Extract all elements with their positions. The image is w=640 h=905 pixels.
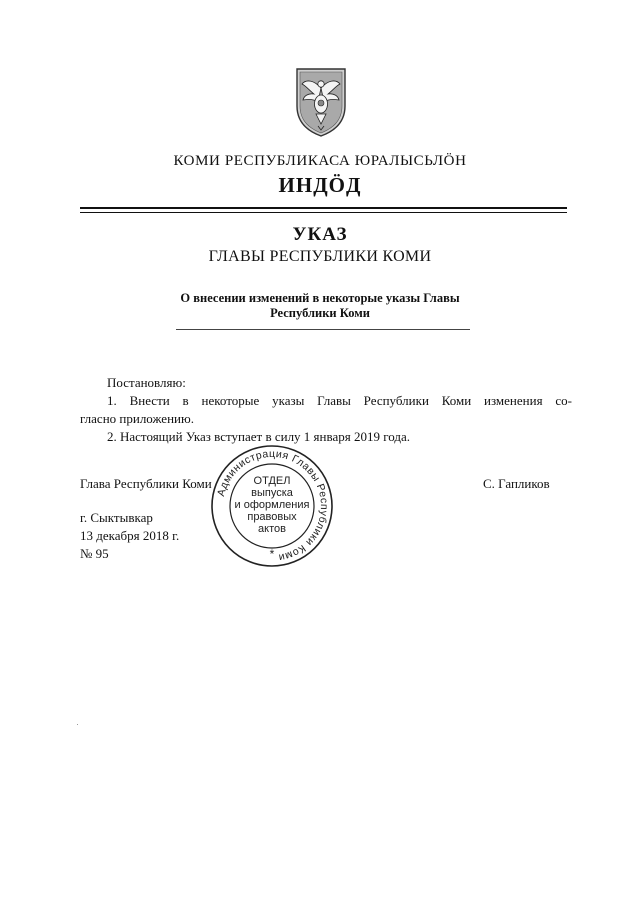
subject-line-1: О внесении изменений в некоторые указы Главы: [180, 291, 460, 305]
signature-position: Глава Республики Коми: [80, 476, 212, 491]
official-stamp: [210, 444, 334, 568]
body-item-1-line-1: 1. Внести в некоторые указы Главы Республики Коми изменения со-: [107, 393, 572, 408]
subject-rule: [176, 329, 470, 330]
footer-number: № 95: [80, 546, 109, 561]
stamp-line-3: и оформления: [234, 499, 310, 511]
stamp-line-5: актов: [258, 523, 286, 535]
footer-date: 13 декабря 2018 г.: [80, 528, 180, 543]
stamp-line-2: выпуска: [251, 487, 293, 499]
header-rule-thick: [80, 207, 567, 209]
signature-name: С. Гапликов: [483, 476, 550, 491]
footer-city: г. Сыктывкар: [80, 510, 153, 525]
stamp-star: *: [269, 547, 275, 561]
issuer-title: ГЛАВЫ РЕСПУБЛИКИ КОМИ: [208, 248, 432, 265]
scan-speck: [77, 724, 78, 725]
body-item-2: 2. Настоящий Указ вступает в силу 1 января 2019 года.: [107, 429, 410, 444]
document-type: УКАЗ: [292, 224, 348, 245]
subject-line-2: Республики Коми: [270, 306, 370, 320]
stamp-outer-text: Администрация Главы Республики Коми: [215, 447, 331, 564]
body-item-1-line-2: гласно приложению.: [80, 411, 194, 426]
stamp-line-4: правовых: [247, 511, 297, 523]
coat-of-arms-emblem: [294, 66, 348, 138]
republic-title: КОМИ РЕСПУБЛИКАСА ЮРАЛЫСЬЛÖН: [173, 153, 467, 169]
stamp-line-1: ОТДЕЛ: [253, 475, 291, 487]
body-intro: Постановляю:: [107, 375, 186, 390]
title-komi: ИНДÖД: [278, 173, 362, 197]
header-rule-thin: [80, 212, 567, 213]
